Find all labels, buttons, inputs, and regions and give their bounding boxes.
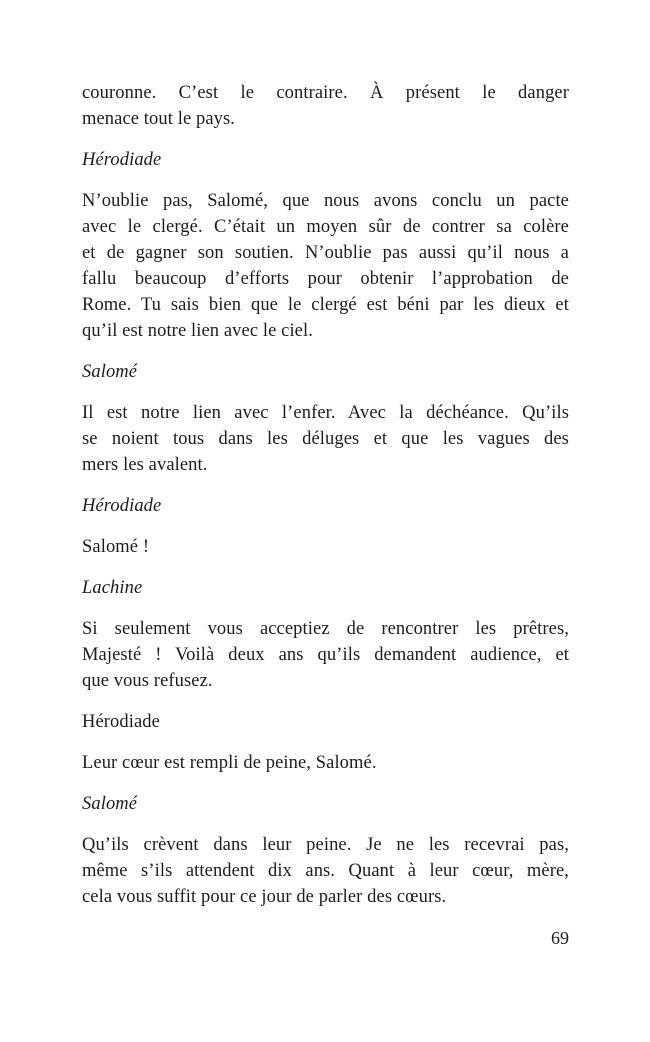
dialogue-paragraph: [82, 534, 569, 560]
speaker-name: Lachine: [82, 578, 143, 598]
dialogue-line: que vous refusez.: [82, 671, 213, 691]
dialogue-line: Rome. Tu sais bien que le clergé est béni par les dieux et: [82, 295, 569, 315]
dialogue-line: fallu beaucoup d’efforts pour obtenir l’approbation de: [82, 269, 569, 289]
dialogue-paragraph: [82, 188, 569, 344]
speaker-name: Hérodiade: [82, 496, 162, 516]
speaker-name: Hérodiade: [82, 150, 162, 170]
page-number: 69: [551, 928, 569, 948]
dialogue-paragraph: [82, 750, 569, 776]
dialogue-line: couronne. C’est le contraire. À présent le danger: [82, 83, 569, 103]
dialogue-line: se noient tous dans les déluges et que les vagues des: [82, 429, 569, 449]
dialogue-paragraph: [82, 400, 569, 478]
dialogue-line: Qu’ils crèvent dans leur peine. Je ne les recevrai pas,: [82, 835, 569, 855]
dialogue-line: cela vous suffit pour ce jour de parler des cœurs.: [82, 887, 447, 907]
dialogue-line: même s’ils attendent dix ans. Quant à leur cœur, mère,: [82, 861, 569, 881]
dialogue-line: Leur cœur est rempli de peine, Salomé.: [82, 753, 377, 773]
speaker-name: Salomé: [82, 362, 138, 382]
dialogue-line: mers les avalent.: [82, 455, 208, 475]
dialogue-line: Majesté ! Voilà deux ans qu’ils demandent audience, et: [82, 645, 569, 665]
dialogue-paragraph: [82, 616, 569, 694]
dialogue-line: Il est notre lien avec l’enfer. Avec la déchéance. Qu’ils: [82, 403, 569, 423]
dialogue-line: menace tout le pays.: [82, 109, 236, 129]
dialogue-line: et de gagner son soutien. N’oublie pas aussi qu’il nous a: [82, 243, 569, 263]
dialogue-paragraph: [82, 832, 569, 910]
dialogue-line: N’oublie pas, Salomé, que nous avons conclu un pacte: [82, 191, 569, 211]
dialogue-paragraph: [82, 80, 569, 132]
dialogue-line: qu’il est notre lien avec le ciel.: [82, 321, 313, 341]
dialogue-line: Si seulement vous acceptiez de rencontrer les prêtres,: [82, 619, 569, 639]
speaker-name: Hérodiade: [82, 712, 160, 732]
dialogue-line: Salomé !: [82, 537, 150, 557]
dialogue-line: avec le clergé. C’était un moyen sûr de contrer sa colère: [82, 217, 569, 237]
speaker-name: Salomé: [82, 794, 138, 814]
text-blocks: [82, 80, 569, 910]
